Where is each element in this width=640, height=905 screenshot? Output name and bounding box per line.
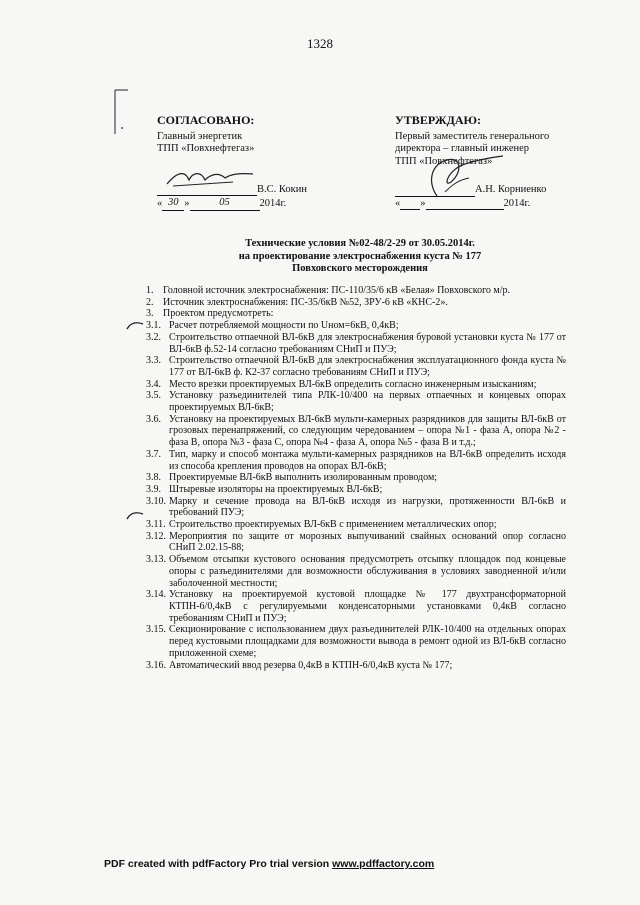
list-item-text: Строительство отпаечной ВЛ-6кВ для электроснабжения буровой установки куста № 177 от ВЛ-6кВ ф.52-14 согласно требованиям СНиП и ПУЭ; bbox=[169, 331, 566, 355]
approval-right-date: « » 2014г. bbox=[395, 197, 531, 209]
approval-left bbox=[157, 114, 342, 211]
list-item-text: Секционирование с использованием двух разъединителей РЛК-10/400 на отдельных опорах перед кустовыми площадками для возможности вывода в ремонт одной из ВЛ-6кВ согласно приложенной схеме; bbox=[169, 624, 566, 659]
list-item-number: 1. bbox=[146, 285, 154, 296]
list-item bbox=[146, 320, 566, 332]
list-item-number: 3.4. bbox=[146, 378, 161, 390]
list-item-number: 3.9. bbox=[146, 483, 161, 495]
approval-left-date-month: 05 bbox=[190, 197, 260, 211]
approval-right-signature-line bbox=[395, 184, 595, 197]
approval-right-position-cont: директора – главный инженер bbox=[395, 143, 530, 154]
list-item-number: 3.13. bbox=[146, 554, 166, 566]
list-item bbox=[146, 414, 566, 449]
list-item bbox=[146, 390, 566, 413]
list-item-number: 3.1. bbox=[146, 320, 161, 332]
list-item-text: Штыревые изоляторы на проектируемых ВЛ-6кВ; bbox=[169, 483, 383, 495]
approval-right bbox=[395, 114, 595, 210]
list-item-text: Строительство отпаечной ВЛ-6кВ для электроснабжения эксплуатационного фонда куста № 177 от ВЛ-6кВ ф. К2-37 согласно требованиям СНиП и ПУЭ; bbox=[169, 355, 566, 378]
list-item-number: 3.5. bbox=[146, 390, 161, 402]
list-item bbox=[146, 484, 566, 496]
list-item bbox=[146, 554, 566, 589]
list-item bbox=[146, 449, 566, 472]
list-item-text: Место врезки проектируемых ВЛ-6кВ определить согласно инженерным изысканиям; bbox=[169, 378, 537, 390]
list-item-number: 3.2. bbox=[146, 331, 161, 343]
approval-right-date-year: 2014г. bbox=[503, 197, 531, 209]
page-number: 1328 bbox=[307, 36, 333, 51]
list-item bbox=[146, 624, 566, 659]
list-item-number: 3.14. bbox=[146, 589, 166, 601]
list-item-text: Объемом отсыпки кустового основания предусмотреть отсыпку площадок под концевые опоры с разъединителями для возможности обслуживания в условиях заводненной и/или заболоченной местности; bbox=[169, 554, 566, 589]
approval-left-date-year: 2014г. bbox=[259, 198, 287, 209]
approval-left-date: « 30 » 05 2014г. bbox=[157, 197, 287, 209]
list-item-text: Расчет потребляемой мощности по Uном=6кВ, 0,4кВ; bbox=[169, 320, 399, 332]
list-item-number: 3.16. bbox=[146, 659, 166, 671]
list-item bbox=[146, 496, 566, 519]
list-item-text: Строительство проектируемых ВЛ-6кВ с применением металлических опор; bbox=[169, 519, 497, 531]
document-title bbox=[120, 238, 600, 276]
list-item-number: 3.7. bbox=[146, 448, 161, 460]
list-item bbox=[146, 355, 566, 378]
list-item bbox=[146, 297, 566, 309]
approval-left-signature-line bbox=[157, 184, 342, 197]
list-item-number: 3.10. bbox=[146, 495, 166, 507]
list-item bbox=[146, 531, 566, 554]
approval-left-date-day: 30 bbox=[162, 197, 184, 211]
list-item-text: Мероприятия по защите от морозных выпучиваний свайных оснований опор согласно СНиП 2.02.15-88; bbox=[169, 530, 566, 554]
footer-link[interactable]: www.pdffactory.com bbox=[332, 858, 435, 870]
approval-right-company: ТПП «Повхнефтегаз» bbox=[395, 155, 493, 167]
list-item-text: Источник электроснабжения: ПС-35/6кВ №52, ЗРУ-6 кВ «КНС-2». bbox=[163, 296, 448, 308]
approval-left-signer: В.С. Кокин bbox=[257, 183, 307, 195]
list-item-number: 3.11. bbox=[146, 519, 166, 531]
margin-tick-mark bbox=[125, 508, 147, 522]
list-item-number: 3. bbox=[146, 308, 154, 320]
list-item-text: Головной источник электроснабжения: ПС-110/35/6 кВ «Белая» Повховского м/р. bbox=[163, 285, 511, 296]
approval-right-heading: УТВЕРЖДАЮ: bbox=[395, 113, 482, 127]
list-item-text: Проектом предусмотреть: bbox=[163, 308, 274, 320]
requirements-list bbox=[146, 285, 566, 671]
list-item-text: Проектируемые ВЛ-6кВ выполнить изолированным проводом; bbox=[169, 472, 438, 484]
approval-left-heading: СОГЛАСОВАНО: bbox=[157, 113, 255, 127]
title-line-2: на проектирование электроснабжения куста № 177 bbox=[238, 250, 482, 262]
list-item-number: 3.3. bbox=[146, 355, 161, 367]
list-item-number: 3.15. bbox=[146, 624, 166, 636]
title-line-1: Технические условия №02-48/2-29 от 30.05.2014г. bbox=[245, 238, 475, 249]
list-item-text: Установку разъединителей типа РЛК-10/400 на первых отпаечных и концевых опорах проектируемых ВЛ-6кВ; bbox=[169, 390, 566, 414]
list-item-number: 3.8. bbox=[146, 472, 161, 484]
list-item bbox=[146, 660, 566, 672]
list-item bbox=[146, 379, 566, 391]
title-line-3: Повховского месторождения bbox=[292, 263, 428, 274]
approval-right-position: Первый заместитель генерального bbox=[395, 130, 550, 142]
list-item bbox=[146, 589, 566, 624]
margin-tick-mark bbox=[125, 318, 147, 332]
footer-text: PDF created with pdfFactory Pro trial version bbox=[104, 858, 333, 870]
list-item-number: 3.6. bbox=[146, 413, 161, 425]
list-item bbox=[146, 472, 566, 484]
list-item-text: Тип, марку и способ монтажа мульти-камерных разрядников на ВЛ-6кВ определить исходя из способа крепления проводов на опорах ВЛ-6кВ; bbox=[169, 448, 566, 472]
corner-mark bbox=[112, 88, 132, 138]
list-item-number: 3.12. bbox=[146, 530, 166, 542]
list-item-text: Установку на проектируемых ВЛ-6кВ мульти-камерных разрядников для защиты ВЛ-6кВ от грозовых перенапряжений, со следующим чередованием – опора №1 - фаза А, опора №2 - фаза В, опора №3 - фаза С, опора №4 - фаза А, опора №5 - фаза В и т.д.; bbox=[169, 413, 566, 449]
list-item-text: Марку и сечение провода на ВЛ-6кВ исходя из нагрузки, протяженности ВЛ-6кВ и требований ПУЭ; bbox=[169, 495, 566, 519]
approval-left-company: ТПП «Повхнефтегаз» bbox=[157, 143, 255, 154]
list-item bbox=[146, 308, 566, 320]
list-item bbox=[146, 332, 566, 355]
list-item bbox=[146, 285, 566, 297]
approval-right-signer: А.Н. Корниенко bbox=[475, 184, 547, 195]
approval-left-position: Главный энергетик bbox=[157, 130, 243, 142]
list-item-text: Автоматический ввод резерва 0,4кВ в КТПН-6/0,4кВ куста № 177; bbox=[169, 659, 453, 671]
list-item bbox=[146, 519, 566, 531]
pdf-footer bbox=[104, 858, 434, 870]
list-item-text: Установку на проектируемой кустовой площадке № 177 двухтрансформаторной КТПН-6/0,4кВ с регулируемыми конденсаторными установками 0,4кВ согласно требованиям СНиП и ПУЭ; bbox=[169, 589, 566, 624]
list-item-number: 2. bbox=[146, 296, 154, 308]
